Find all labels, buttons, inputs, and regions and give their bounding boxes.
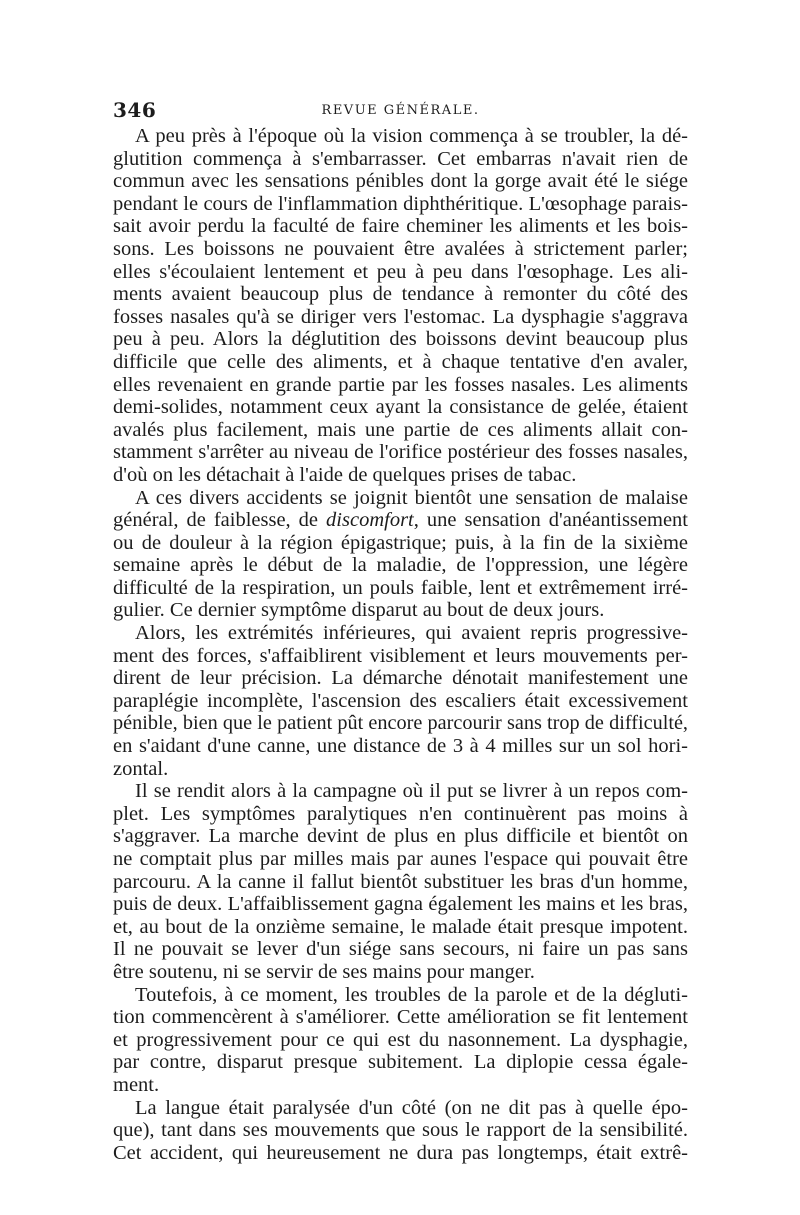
text-line: sait avoir perdu la faculté de faire cheminer les aliments et les bois- bbox=[113, 215, 688, 238]
text-line: A ces divers accidents se joignit bientôt une sensation de malaise bbox=[135, 486, 688, 509]
paragraph-2 bbox=[113, 487, 688, 623]
running-head: REVUE GÉNÉRALE. bbox=[321, 103, 480, 118]
text-line: difficulté de la respiration, un pouls faible, lent et extrêmement irré- bbox=[113, 576, 688, 599]
text-line: Cet accident, qui heureusement ne dura pas longtemps, était extrê- bbox=[113, 1141, 688, 1164]
text-line: demi-solides, notamment ceux ayant la consistance de gelée, étaient bbox=[113, 396, 688, 419]
text-line: elles revenaient en grande partie par les fosses nasales. Les aliments bbox=[113, 373, 688, 396]
text-line: pendant le cours de l'inflammation diphthéritique. L'œsophage parais- bbox=[113, 192, 688, 215]
text-line: Il se rendit alors à la campagne où il put se livrer à un repos com- bbox=[135, 780, 688, 803]
text-line: Alors, les extrémités inférieures, qui avaient repris progressive- bbox=[135, 622, 688, 645]
text-line: ne comptait plus par milles mais par aunes l'espace qui pouvait être bbox=[113, 848, 688, 870]
text-line: A peu près à l'époque où la vision commença à se troubler, la dé- bbox=[135, 125, 688, 147]
body-text bbox=[113, 125, 688, 1164]
text-line: fosses nasales qu'à se diriger vers l'estomac. La dysphagie s'aggrava bbox=[113, 305, 688, 328]
text-line: et, au bout de la onzième semaine, le malade était presque impotent. bbox=[113, 915, 688, 938]
text-line: ou de douleur à la région épigastrique; puis, à la fin de la sixième bbox=[113, 531, 688, 554]
text-line: ment. bbox=[113, 1073, 160, 1096]
text-line: tion commencèrent à s'améliorer. Cette amélioration se fit lentement bbox=[113, 1006, 688, 1029]
text-line: Toutefois, à ce moment, les troubles de la parole et de la dégluti- bbox=[135, 983, 688, 1006]
text-line: elles s'écoulaient lentement et peu à peu dans l'œsophage. Les ali- bbox=[113, 260, 688, 283]
text-line: s'aggraver. La marche devint de plus en plus difficile et bientôt on bbox=[113, 825, 688, 848]
text-line: et progressivement pour ce qui est du nasonnement. La dysphagie, bbox=[113, 1028, 688, 1051]
text-line: La langue était paralysée d'un côté (on ne dit pas à quelle épo- bbox=[135, 1096, 688, 1119]
text-line: commun avec les sensations pénibles dont la gorge avait été le siége bbox=[113, 170, 688, 193]
text-line: difficile que celle des aliments, et à chaque tentative d'en avaler, bbox=[113, 350, 688, 373]
paragraph-4 bbox=[113, 780, 688, 983]
page-header bbox=[113, 98, 688, 126]
text-line: d'où on les détachait à l'aide de quelques prises de tabac. bbox=[113, 463, 577, 486]
text-line: zontal. bbox=[113, 757, 169, 780]
text-line: glutition commença à s'embarrasser. Cet embarras n'avait rien de bbox=[113, 147, 688, 170]
text-line: paraplégie incomplète, l'ascension des escaliers était excessivement bbox=[113, 689, 688, 712]
text-line: gulier. Ce dernier symptôme disparut au bout de deux jours. bbox=[113, 599, 605, 622]
text-line: Il ne pouvait se lever d'un siége sans secours, ni faire un pas sans bbox=[113, 938, 688, 961]
text-line: en s'aidant d'une canne, une distance de 3 à 4 milles sur un sol hori- bbox=[113, 735, 688, 758]
emphasis-word: discomfort bbox=[326, 509, 414, 532]
text-line: que), tant dans ses mouvements que sous le rapport de la sensibilité. bbox=[113, 1119, 688, 1142]
text-line: pénible, bien que le patient pût encore parcourir sans trop de difficulté, bbox=[113, 712, 688, 735]
paragraph-6 bbox=[113, 1097, 688, 1165]
text-line: être soutenu, ni se servir de ses mains pour manger. bbox=[113, 960, 535, 983]
text-line: parcouru. A la canne il fallut bientôt substituer les bras d'un homme, bbox=[113, 870, 688, 893]
text-line: sons. Les boissons ne pouvaient être avalées à strictement parler; bbox=[113, 237, 688, 260]
text-fragment: général, de faiblesse, de bbox=[113, 509, 327, 532]
paragraph-3 bbox=[113, 622, 688, 780]
text-line: avalés plus facilement, mais une partie de ces aliments allait con- bbox=[113, 418, 688, 441]
text-line-with-emphasis bbox=[113, 509, 688, 532]
text-line: ment des forces, s'affaiblirent visiblement et leurs mouvements per- bbox=[113, 644, 688, 667]
text-fragment: , une sensation d'anéantissement bbox=[413, 509, 688, 532]
paragraph-1 bbox=[113, 125, 688, 487]
paragraph-5 bbox=[113, 984, 688, 1097]
text-line: peu à peu. Alors la déglutition des boissons devint beaucoup plus bbox=[113, 328, 688, 351]
text-line: stamment s'arrêter au niveau de l'orifice postérieur des fosses nasales, bbox=[113, 441, 688, 464]
text-line: plet. Les symptômes paralytiques n'en continuèrent pas moins à bbox=[113, 802, 688, 825]
text-line: puis de deux. L'affaiblissement gagna également les mains et les bras, bbox=[113, 893, 688, 916]
page-number: 346 bbox=[113, 98, 157, 122]
text-line: semaine après le début de la maladie, de l'oppression, une légère bbox=[113, 554, 688, 577]
text-line: dirent de leur précision. La démarche dénotait manifestement une bbox=[113, 667, 688, 690]
text-line: par contre, disparut presque subitement. La diplopie cessa égale- bbox=[113, 1051, 688, 1074]
text-line: ments avaient beaucoup plus de tendance à remonter du côté des bbox=[113, 283, 688, 306]
